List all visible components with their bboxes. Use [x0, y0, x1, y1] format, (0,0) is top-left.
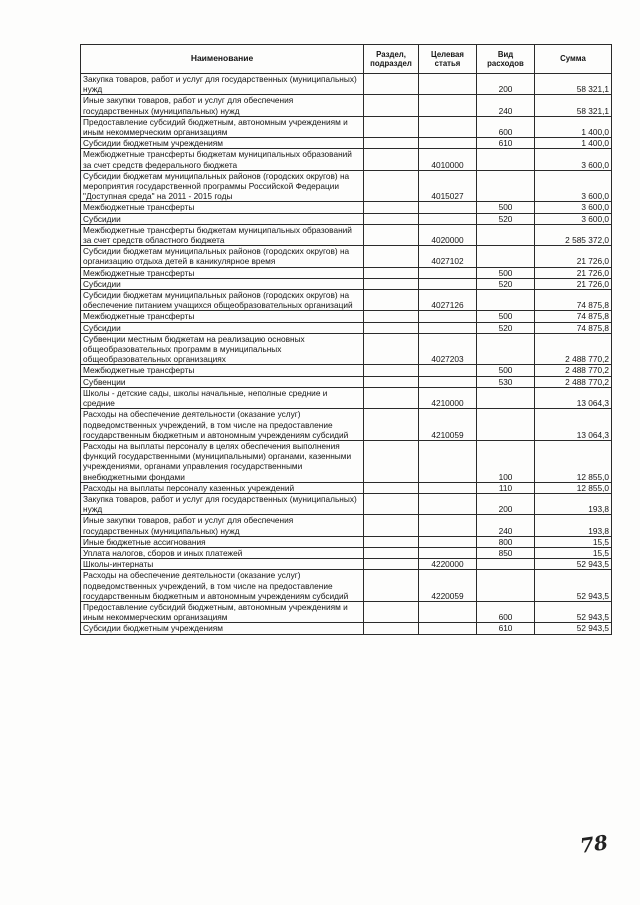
- cell-target: 4210000: [419, 387, 477, 408]
- cell-name: Иные закупки товаров, работ и услуг для обеспечения государственных (муниципальных) нужд: [81, 95, 364, 116]
- table-row: [81, 365, 612, 376]
- table-row: [81, 515, 612, 536]
- table-row: [81, 224, 612, 245]
- cell-section: [364, 74, 419, 95]
- cell-target: [419, 376, 477, 387]
- table-row: [81, 311, 612, 322]
- cell-name: Субсидии: [81, 322, 364, 333]
- cell-type: 500: [477, 202, 535, 213]
- cell-target: [419, 365, 477, 376]
- cell-sum: 52 943,5: [535, 623, 612, 634]
- cell-section: [364, 202, 419, 213]
- table-row: [81, 601, 612, 622]
- cell-name: Субвенции: [81, 376, 364, 387]
- cell-name: Межбюджетные трансферты: [81, 267, 364, 278]
- cell-section: [364, 623, 419, 634]
- table-row: [81, 202, 612, 213]
- cell-section: [364, 515, 419, 536]
- cell-type: 240: [477, 515, 535, 536]
- cell-target: [419, 95, 477, 116]
- cell-sum: 193,8: [535, 493, 612, 514]
- cell-type: 100: [477, 440, 535, 482]
- cell-section: [364, 246, 419, 267]
- cell-target: [419, 601, 477, 622]
- cell-section: [364, 333, 419, 365]
- cell-target: [419, 213, 477, 224]
- cell-name: Иные бюджетные ассигнования: [81, 536, 364, 547]
- cell-section: [364, 149, 419, 170]
- cell-target: [419, 278, 477, 289]
- cell-type: 520: [477, 278, 535, 289]
- table-row: [81, 278, 612, 289]
- cell-sum: 58 321,1: [535, 95, 612, 116]
- cell-target: [419, 311, 477, 322]
- table-row: [81, 74, 612, 95]
- table-row: [81, 95, 612, 116]
- cell-type: 520: [477, 213, 535, 224]
- cell-target: 4020000: [419, 224, 477, 245]
- cell-name: Закупка товаров, работ и услуг для государственных (муниципальных) нужд: [81, 493, 364, 514]
- header-name: Наименование: [81, 45, 364, 74]
- cell-target: [419, 623, 477, 634]
- cell-type: 600: [477, 116, 535, 137]
- cell-name: Субсидии: [81, 278, 364, 289]
- cell-target: [419, 536, 477, 547]
- cell-type: 610: [477, 623, 535, 634]
- cell-name: Школы-интернаты: [81, 559, 364, 570]
- cell-type: [477, 570, 535, 602]
- table-row: [81, 116, 612, 137]
- cell-target: [419, 138, 477, 149]
- cell-target: 4010000: [419, 149, 477, 170]
- cell-name: Расходы на обеспечение деятельности (оказание услуг) подведомственных учреждений, в том числе на предоставление государственным бюджетным и автономным учреждениям субсидий: [81, 570, 364, 602]
- cell-name: Субсидии бюджетным учреждениям: [81, 623, 364, 634]
- cell-name: Субсидии: [81, 213, 364, 224]
- cell-target: [419, 267, 477, 278]
- cell-sum: 3 600,0: [535, 170, 612, 202]
- cell-target: [419, 322, 477, 333]
- cell-sum: 15,5: [535, 536, 612, 547]
- cell-name: Иные закупки товаров, работ и услуг для обеспечения государственных (муниципальных) нужд: [81, 515, 364, 536]
- cell-type: [477, 246, 535, 267]
- cell-sum: 21 726,0: [535, 278, 612, 289]
- cell-name: Межбюджетные трансферты бюджетам муниципальных образований за счет средств федерального бюджета: [81, 149, 364, 170]
- cell-section: [364, 311, 419, 322]
- cell-name: Уплата налогов, сборов и иных платежей: [81, 547, 364, 558]
- cell-name: Расходы на выплаты персоналу казенных учреждений: [81, 482, 364, 493]
- cell-sum: 2 488 770,2: [535, 333, 612, 365]
- cell-target: [419, 482, 477, 493]
- cell-section: [364, 170, 419, 202]
- header-target: Целевая статья: [419, 45, 477, 74]
- cell-target: 4027102: [419, 246, 477, 267]
- table-row: [81, 333, 612, 365]
- cell-type: 500: [477, 365, 535, 376]
- table-row: [81, 559, 612, 570]
- cell-name: Школы - детские сады, школы начальные, неполные средние и средние: [81, 387, 364, 408]
- cell-name: Предоставление субсидий бюджетным, автономным учреждениям и иным некоммерческим организациям: [81, 116, 364, 137]
- cell-sum: 52 943,5: [535, 601, 612, 622]
- budget-table: [80, 44, 612, 635]
- cell-sum: 52 943,5: [535, 559, 612, 570]
- cell-section: [364, 570, 419, 602]
- cell-sum: 58 321,1: [535, 74, 612, 95]
- cell-name: Субсидии бюджетам муниципальных районов (городских округов) на мероприятия государственной программы Российской Федерации "Доступная среда" на 2011 - 2015 годы: [81, 170, 364, 202]
- cell-sum: 15,5: [535, 547, 612, 558]
- cell-target: 4210059: [419, 409, 477, 441]
- cell-type: [477, 170, 535, 202]
- cell-target: [419, 493, 477, 514]
- cell-target: [419, 116, 477, 137]
- cell-section: [364, 387, 419, 408]
- cell-target: 4220000: [419, 559, 477, 570]
- cell-section: [364, 138, 419, 149]
- cell-section: [364, 409, 419, 441]
- table-row: [81, 440, 612, 482]
- cell-type: 600: [477, 601, 535, 622]
- page-number: 78: [578, 830, 610, 858]
- cell-name: Закупка товаров, работ и услуг для государственных (муниципальных) нужд: [81, 74, 364, 95]
- cell-sum: 2 585 372,0: [535, 224, 612, 245]
- cell-name: Межбюджетные трансферты: [81, 202, 364, 213]
- table-row: [81, 409, 612, 441]
- table-row: [81, 376, 612, 387]
- header-section: Раздел, подраздел: [364, 45, 419, 74]
- cell-section: [364, 440, 419, 482]
- table-row: [81, 493, 612, 514]
- cell-sum: 3 600,0: [535, 149, 612, 170]
- cell-name: Субсидии бюджетным учреждениям: [81, 138, 364, 149]
- table-row: [81, 322, 612, 333]
- cell-target: [419, 202, 477, 213]
- table-row: [81, 246, 612, 267]
- cell-target: 4220059: [419, 570, 477, 602]
- cell-sum: 12 855,0: [535, 482, 612, 493]
- cell-type: 850: [477, 547, 535, 558]
- cell-sum: 12 855,0: [535, 440, 612, 482]
- table-row: [81, 570, 612, 602]
- cell-section: [364, 493, 419, 514]
- cell-section: [364, 322, 419, 333]
- cell-sum: 74 875,8: [535, 322, 612, 333]
- cell-target: [419, 440, 477, 482]
- cell-sum: 2 488 770,2: [535, 365, 612, 376]
- table-row: [81, 138, 612, 149]
- cell-section: [364, 116, 419, 137]
- table-header-row: [81, 45, 612, 74]
- cell-name: Субсидии бюджетам муниципальных районов (городских округов) на обеспечение питанием учащихся общеобразовательных организаций: [81, 290, 364, 311]
- cell-target: 4015027: [419, 170, 477, 202]
- cell-sum: 52 943,5: [535, 570, 612, 602]
- cell-type: 610: [477, 138, 535, 149]
- cell-type: [477, 559, 535, 570]
- cell-section: [364, 482, 419, 493]
- cell-type: 500: [477, 267, 535, 278]
- cell-name: Субвенции местным бюджетам на реализацию основных общеобразовательных программ в муниципальных общеобразовательных организациях: [81, 333, 364, 365]
- cell-name: Межбюджетные трансферты: [81, 311, 364, 322]
- cell-target: [419, 547, 477, 558]
- cell-target: 4027126: [419, 290, 477, 311]
- cell-type: 800: [477, 536, 535, 547]
- cell-section: [364, 278, 419, 289]
- cell-name: Межбюджетные трансферты бюджетам муниципальных образований за счет средств областного бюджета: [81, 224, 364, 245]
- cell-sum: 3 600,0: [535, 202, 612, 213]
- table-row: [81, 149, 612, 170]
- table-row: [81, 213, 612, 224]
- cell-section: [364, 213, 419, 224]
- cell-type: [477, 387, 535, 408]
- cell-sum: 74 875,8: [535, 311, 612, 322]
- cell-type: 240: [477, 95, 535, 116]
- cell-name: Субсидии бюджетам муниципальных районов (городских округов) на организацию отдыха детей в каникулярное время: [81, 246, 364, 267]
- table-row: [81, 170, 612, 202]
- cell-name: Расходы на выплаты персоналу в целях обеспечения выполнения функций государственными (муниципальными) органами, казенными учреждениями, органами управления государственными внебюджетными фондами: [81, 440, 364, 482]
- cell-type: [477, 224, 535, 245]
- cell-target: [419, 74, 477, 95]
- cell-section: [364, 224, 419, 245]
- cell-section: [364, 536, 419, 547]
- table-row: [81, 536, 612, 547]
- cell-type: 520: [477, 322, 535, 333]
- table-row: [81, 623, 612, 634]
- cell-section: [364, 376, 419, 387]
- cell-name: Расходы на обеспечение деятельности (оказание услуг) подведомственных учреждений, в том числе на предоставление государственным бюджетным и автономным учреждениям субсидий: [81, 409, 364, 441]
- cell-type: 200: [477, 74, 535, 95]
- cell-target: 4027203: [419, 333, 477, 365]
- cell-section: [364, 601, 419, 622]
- cell-type: 200: [477, 493, 535, 514]
- table-row: [81, 482, 612, 493]
- header-type: Вид расходов: [477, 45, 535, 74]
- cell-section: [364, 547, 419, 558]
- header-sum: Сумма: [535, 45, 612, 74]
- cell-type: 110: [477, 482, 535, 493]
- cell-sum: 21 726,0: [535, 246, 612, 267]
- cell-type: 500: [477, 311, 535, 322]
- cell-type: [477, 149, 535, 170]
- cell-section: [364, 559, 419, 570]
- cell-sum: 3 600,0: [535, 213, 612, 224]
- cell-target: [419, 515, 477, 536]
- table-row: [81, 387, 612, 408]
- cell-name: Предоставление субсидий бюджетным, автономным учреждениям и иным некоммерческим организациям: [81, 601, 364, 622]
- cell-type: 530: [477, 376, 535, 387]
- cell-type: [477, 333, 535, 365]
- table-row: [81, 267, 612, 278]
- cell-sum: 13 064,3: [535, 387, 612, 408]
- cell-sum: 1 400,0: [535, 138, 612, 149]
- table-row: [81, 547, 612, 558]
- cell-sum: 193,8: [535, 515, 612, 536]
- cell-sum: 21 726,0: [535, 267, 612, 278]
- cell-type: [477, 409, 535, 441]
- cell-section: [364, 365, 419, 376]
- table-row: [81, 290, 612, 311]
- cell-type: [477, 290, 535, 311]
- cell-sum: 2 488 770,2: [535, 376, 612, 387]
- cell-sum: 13 064,3: [535, 409, 612, 441]
- cell-section: [364, 95, 419, 116]
- cell-sum: 1 400,0: [535, 116, 612, 137]
- cell-name: Межбюджетные трансферты: [81, 365, 364, 376]
- cell-section: [364, 290, 419, 311]
- cell-sum: 74 875,8: [535, 290, 612, 311]
- cell-section: [364, 267, 419, 278]
